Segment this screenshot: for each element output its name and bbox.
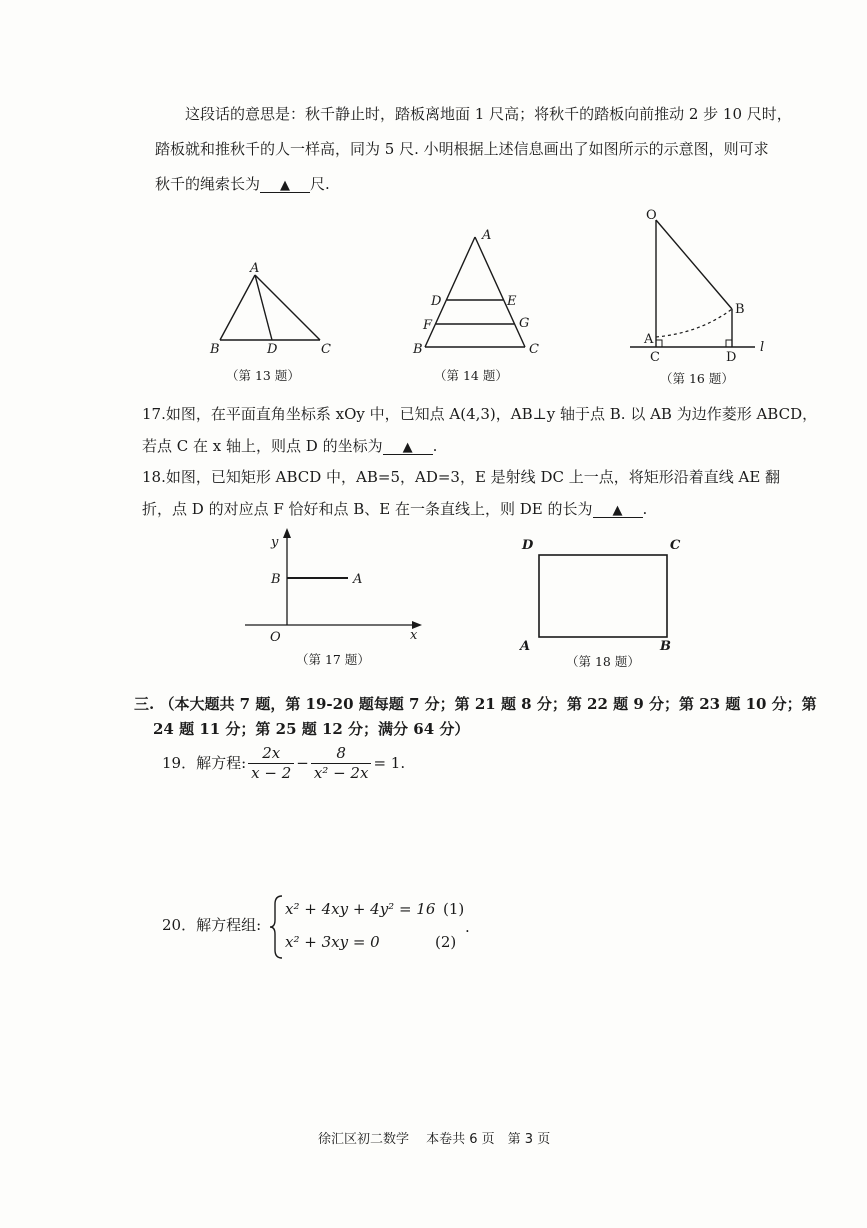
- fig13-label-a: A: [250, 261, 260, 276]
- q18-line1: 18.如图，已知矩形 ABCD 中，AB=5，AD=3，E 是射线 DC 上一点，将矩形沿着直线 AE 翻: [142, 468, 781, 486]
- answer-blank-16: ▲: [260, 177, 310, 193]
- q17-line2: 若点 C 在 x 轴上，则点 D 的坐标为 ▲ .: [142, 437, 438, 455]
- fig18-label-b: B: [660, 639, 671, 654]
- fig16-label-b: B: [735, 302, 745, 317]
- fig13-label-c: C: [321, 342, 331, 357]
- system-brace: [268, 894, 284, 960]
- caption-14: （第 14 题）: [434, 368, 508, 383]
- fig16-label-c: C: [650, 350, 660, 365]
- q20-eq1-tag: (1): [443, 900, 465, 918]
- answer-blank-18: ▲: [593, 502, 643, 518]
- fig16-label-a: A: [644, 332, 654, 347]
- fig17-label-b: B: [271, 572, 281, 587]
- fig14-label-f: F: [423, 318, 433, 333]
- q18-line2: 折，点 D 的对应点 F 恰好和点 B、E 在一条直线上，则 DE 的长为 ▲ .: [142, 500, 648, 518]
- fig14-label-g: G: [519, 316, 530, 331]
- fig14-label-b: B: [413, 342, 423, 357]
- page-footer: 徐汇区初二数学 本卷共 6 页 第 3 页: [318, 1132, 551, 1147]
- q17-line1: 17.如图，在平面直角坐标系 xOy 中，已知点 A(4,3)，AB⊥y 轴于点 B. 以 AB 为边作菱形 ABCD，: [142, 405, 818, 423]
- answer-blank-17: ▲: [383, 439, 433, 455]
- q20-prefix: 20．解方程组:: [162, 916, 262, 934]
- fig17-label-a: A: [353, 572, 363, 587]
- caption-17: （第 17 题）: [296, 652, 370, 667]
- fig14-label-d: D: [431, 294, 442, 309]
- fig13-label-d: D: [267, 342, 278, 357]
- q20-eq1: x² + 4xy + 4y² = 16: [285, 900, 436, 918]
- fig14-label-c: C: [529, 342, 539, 357]
- fig16-label-o: O: [646, 208, 657, 223]
- fig14-label-a: A: [482, 228, 492, 243]
- fig13-label-b: B: [210, 342, 220, 357]
- q20-eq2-tag: (2): [435, 933, 457, 951]
- fig18-label-d: D: [522, 538, 534, 553]
- caption-16: （第 16 题）: [660, 371, 734, 386]
- q19-fraction-2: $\frac{8}{\text{x² − 2x}}$: [311, 746, 372, 781]
- fig17-label-x: x: [410, 628, 418, 643]
- fig18-label-a: A: [520, 639, 531, 654]
- section3-heading-line1: 三. （本大题共 7 题，第 19-20 题每题 7 分；第 21 题 8 分；第 22 题 9 分；第 23 题 10 分；第: [134, 695, 817, 713]
- fig16-label-d: D: [726, 350, 737, 365]
- figure-17: [240, 525, 430, 655]
- figure-14: [405, 225, 555, 360]
- figure-13: [200, 258, 350, 358]
- caption-13: （第 13 题）: [226, 368, 300, 383]
- fig17-label-y: y: [271, 535, 279, 550]
- q20-end: .: [465, 918, 470, 936]
- fig17-label-o: O: [270, 630, 281, 645]
- caption-18: （第 18 题）: [566, 654, 640, 669]
- q20-eq2: x² + 3xy = 0: [285, 933, 380, 951]
- q16-line2: 踏板就和推秋千的人一样高，同为 5 尺. 小明根据上述信息画出了如图所示的示意图，则可求: [155, 140, 769, 158]
- fig14-label-e: E: [507, 294, 517, 309]
- section3-heading-line2: 24 题 11 分；第 25 题 12 分；满分 64 分）: [153, 720, 470, 738]
- fig16-label-l: l: [760, 340, 765, 355]
- fig18-label-c: C: [670, 538, 681, 553]
- q16-line1: 这段话的意思是：秋千静止时，踏板离地面 1 尺高；将秋千的踏板向前推动 2 步 10 尺时，: [185, 105, 792, 123]
- figure-16: [620, 205, 780, 365]
- q16-line3: 秋千的绳索长为 ▲ 尺.: [155, 175, 330, 193]
- figure-18: [510, 530, 690, 655]
- q19-fraction-1: $\frac{2x}{x - 2}$: [248, 746, 294, 781]
- q19-equation: 19．解方程: $\frac{2x}{x - 2}$ − $\frac{8}{\text{x² − 2x}}$ = 1.: [162, 744, 406, 782]
